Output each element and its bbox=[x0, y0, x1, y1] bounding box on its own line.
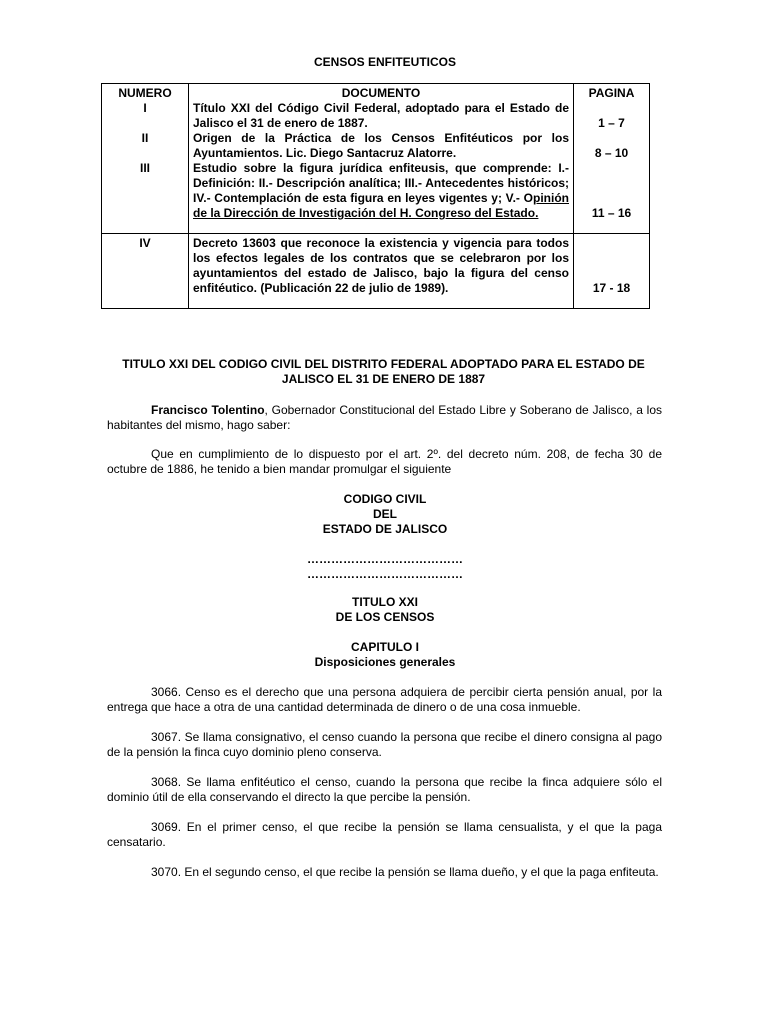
article-paragraph bbox=[107, 730, 662, 760]
row-numero: IV bbox=[102, 234, 189, 297]
article-paragraph bbox=[107, 685, 662, 715]
code-title-line: ESTADO DE JALISCO bbox=[322, 522, 448, 536]
titulo-line: DE LOS CENSOS bbox=[335, 610, 435, 624]
article-text: 3066. Censo es el derecho que una persona adquiera de percibir cierta pensión anual, por la entrega que hace a otra de una cantidad determinada de dinero o de una cosa inmueble. bbox=[107, 685, 662, 714]
row-pagina: 8 – 10 bbox=[574, 131, 650, 161]
row-documento: Origen de la Práctica de los Censos Enfitéuticos por los Ayuntamientos. Lic. Diego Santacruz Alatorre. bbox=[189, 131, 574, 161]
table-spacer-row bbox=[102, 296, 650, 309]
capitulo-heading bbox=[0, 640, 770, 670]
row-documento: Título XXI del Código Civil Federal, adoptado para el Estado de Jalisco el 31 de enero de 1887. bbox=[189, 101, 574, 131]
titulo-line: TITULO XXI bbox=[352, 595, 418, 609]
header-numero: NUMERO bbox=[102, 84, 189, 102]
row-pagina: 1 – 7 bbox=[574, 101, 650, 131]
table-row bbox=[102, 131, 650, 161]
index-table-header bbox=[102, 84, 650, 102]
table-row bbox=[102, 161, 650, 221]
article-paragraph bbox=[107, 775, 662, 805]
promulgation-text: Que en cumplimiento de lo dispuesto por el art. 2º. del decreto núm. 208, de fecha 30 de octubre de 1886, he tenido a bien mandar promulgar el siguiente bbox=[107, 447, 662, 476]
row-numero: II bbox=[102, 131, 189, 161]
dots-line: ………………………………… bbox=[307, 567, 463, 581]
article-text: 3068. Se llama enfitéutico el censo, cuando la persona que recibe la finca adquiere sólo el dominio útil de ella conservando el directo la que percibe la pensión. bbox=[107, 775, 662, 804]
governor-name: Francisco Tolentino bbox=[151, 403, 265, 417]
capitulo-line: CAPITULO I bbox=[351, 640, 419, 654]
code-title bbox=[0, 492, 770, 537]
page-title: CENSOS ENFITEUTICOS bbox=[313, 55, 456, 69]
row-documento-part: Estudio sobre la figura jurídica enfiteusis, que comprende: I.- Definición: II.- Descripción analítica; III.- Antecedentes históricos; IV.- Contemplación de esta figura en leyes vigentes y; V.- O bbox=[193, 161, 569, 205]
article-paragraph bbox=[107, 820, 662, 850]
ellipsis-separator bbox=[0, 552, 770, 582]
article-paragraph bbox=[107, 865, 662, 880]
titulo-heading bbox=[0, 595, 770, 625]
row-documento-underlined: pinión de la Dirección de Investigación del H. Congreso del Estado. bbox=[193, 191, 569, 220]
intro-text: , Gobernador Constitucional del Estado Libre y Soberano de Jalisco, a los habitantes del mismo, hago saber: bbox=[107, 403, 663, 432]
intro-paragraph bbox=[107, 403, 662, 433]
dots-line: ………………………………… bbox=[307, 552, 463, 566]
article-text: 3067. Se llama consignativo, el censo cuando la persona que recibe el dinero consigna al pago de la pensión la finca cuyo dominio pleno conserva. bbox=[107, 730, 662, 759]
section-heading: TITULO XXI DEL CODIGO CIVIL DEL DISTRITO FEDERAL ADOPTADO PARA EL ESTADO DE JALISCO EL 31 DE ENERO DE 1887 bbox=[122, 357, 645, 386]
table-spacer-row bbox=[102, 221, 650, 234]
row-numero: III bbox=[102, 161, 189, 221]
article-text: 3070. En el segundo censo, el que recibe la pensión se llama dueño, y el que la paga enfiteuta. bbox=[151, 865, 659, 879]
table-row bbox=[102, 101, 650, 131]
article-text: 3069. En el primer censo, el que recibe la pensión se llama censualista, y el que la paga censatario. bbox=[107, 820, 662, 849]
code-title-line: CODIGO CIVIL bbox=[343, 492, 427, 506]
row-documento bbox=[189, 161, 574, 221]
capitulo-line: Disposiciones generales bbox=[314, 655, 456, 669]
row-pagina: 11 – 16 bbox=[574, 161, 650, 221]
row-pagina: 17 - 18 bbox=[574, 234, 650, 297]
promulgation-paragraph bbox=[107, 447, 662, 477]
row-documento: Decreto 13603 que reconoce la existencia y vigencia para todos los efectos legales de los contratos que se celebraron por los ayuntamientos del estado de Jalisco, bajo la figura del censo enfitéutico. (Publicación 22 de julio de 1989). bbox=[189, 234, 574, 297]
row-numero: I bbox=[102, 101, 189, 131]
code-title-line: DEL bbox=[373, 507, 397, 521]
index-table bbox=[101, 83, 650, 309]
header-documento: DOCUMENTO bbox=[189, 84, 574, 102]
header-pagina: PAGINA bbox=[574, 84, 650, 102]
table-row bbox=[102, 234, 650, 297]
